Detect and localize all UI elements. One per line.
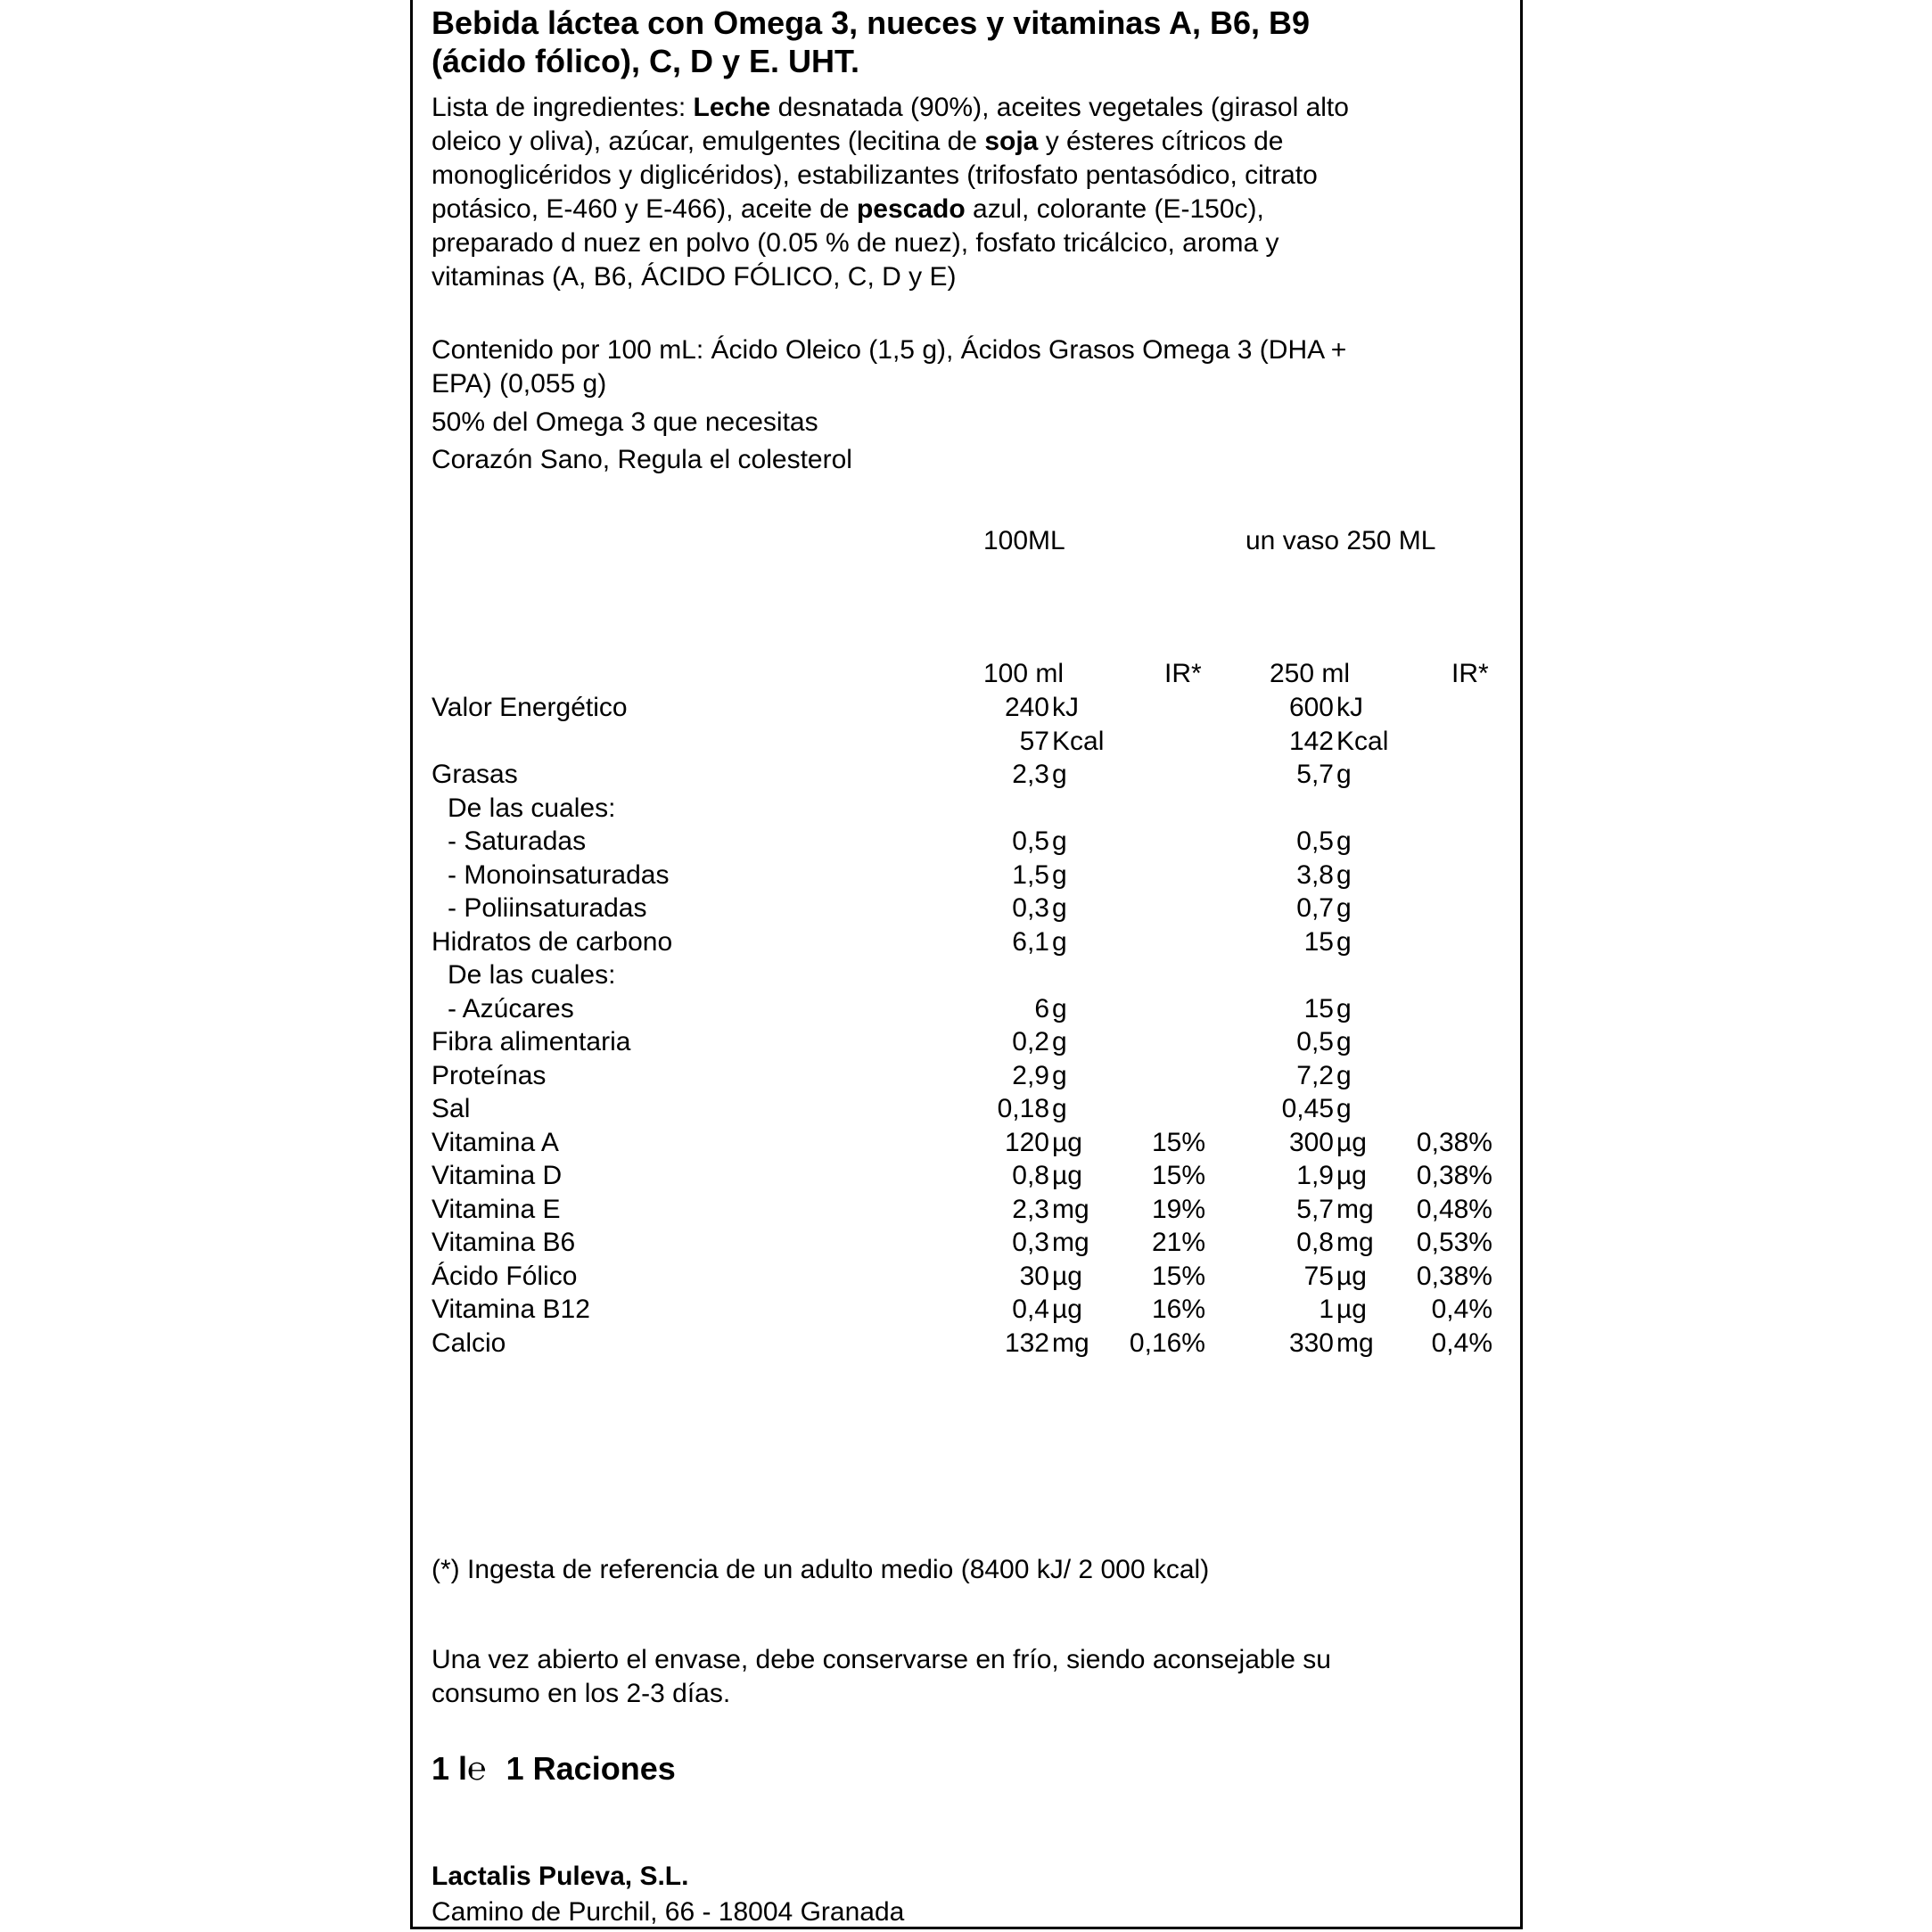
- allergen-text: Leche: [693, 93, 771, 122]
- company-name: Lactalis Puleva, S.L.: [432, 1862, 689, 1891]
- nutrition-row: [0, 1126, 1932, 1159]
- quantity-amount: 1 l: [432, 1750, 468, 1787]
- estimated-sign-icon: ℮: [467, 1750, 487, 1787]
- text: oleico y oliva), azúcar, emulgentes (lecitina de: [432, 127, 985, 156]
- nutrient-label: Vitamina D: [432, 1161, 563, 1190]
- unit-250ml: g: [1336, 1027, 1352, 1056]
- unit-100ml: g: [1052, 826, 1067, 856]
- nutrient-label: Proteínas: [432, 1060, 547, 1090]
- nutrient-label: Calcio: [432, 1328, 506, 1358]
- unit-250ml: µg: [1336, 1127, 1367, 1157]
- nutrient-label: De las cuales:: [448, 960, 616, 990]
- unit-100ml: g: [1052, 859, 1067, 890]
- value-250ml: 1,9: [1296, 1161, 1334, 1190]
- column-header-250ml: 250 ml: [1270, 659, 1351, 688]
- unit-100ml: mg: [1052, 1194, 1089, 1224]
- nutrition-row: [0, 992, 1932, 1025]
- nutrition-row: [0, 1159, 1932, 1192]
- value-100ml: 6: [1034, 993, 1049, 1024]
- nutrition-row: [0, 1092, 1932, 1125]
- ingredients-line: [432, 193, 1264, 226]
- value-250ml: 7,2: [1296, 1060, 1334, 1090]
- nutrient-label: Valor Energético: [432, 693, 628, 722]
- unit-100ml: mg: [1052, 1328, 1089, 1358]
- value-250ml: 0,8: [1296, 1228, 1334, 1257]
- unit-250ml: g: [1336, 760, 1352, 789]
- value-100ml: 2,3: [1012, 760, 1049, 789]
- nutrition-row: [0, 958, 1932, 991]
- allergen-text: pescado: [856, 194, 966, 224]
- serving-header-100: 100ML: [983, 526, 1065, 555]
- text: desnatada (90%), aceites vegetales (girasol alto: [770, 93, 1349, 122]
- value-250ml: 3,8: [1296, 859, 1334, 890]
- unit-250ml: g: [1336, 926, 1352, 957]
- value-100ml: 0,8: [1012, 1161, 1049, 1190]
- nutrition-row: [0, 1059, 1932, 1092]
- unit-250ml: mg: [1336, 1328, 1374, 1358]
- ir-100ml: 0,16%: [1129, 1328, 1205, 1358]
- heart-claim: Corazón Sano, Regula el colesterol: [432, 445, 852, 474]
- value-250ml: 5,7: [1296, 760, 1334, 789]
- ir-100ml: 15%: [1151, 1261, 1205, 1291]
- nutrient-label: Fibra alimentaria: [432, 1027, 631, 1056]
- value-250ml: 330: [1288, 1328, 1334, 1358]
- unit-250ml: g: [1336, 859, 1352, 890]
- unit-250ml: µg: [1336, 1161, 1367, 1190]
- text: y ésteres cítricos de: [1038, 127, 1284, 156]
- value-250ml: 15: [1303, 993, 1334, 1024]
- nutrition-row: [0, 1025, 1932, 1058]
- value-250ml: 1: [1319, 1295, 1334, 1324]
- unit-250ml: µg: [1336, 1261, 1367, 1291]
- value-100ml: 0,2: [1012, 1027, 1049, 1056]
- nutrition-row: [0, 925, 1932, 958]
- unit-100ml: Kcal: [1052, 726, 1105, 756]
- value-100ml: 57: [1019, 726, 1049, 756]
- storage-line2: consumo en los 2-3 días.: [432, 1679, 731, 1708]
- product-title-line2: (ácido fólico), C, D y E. UHT.: [432, 43, 860, 79]
- ingredients-line: vitaminas (A, B6, ÁCIDO FÓLICO, C, D y E): [432, 262, 957, 292]
- value-250ml: 300: [1288, 1127, 1334, 1157]
- unit-100ml: g: [1052, 1027, 1067, 1056]
- unit-100ml: µg: [1052, 1161, 1082, 1190]
- nutrition-row: [0, 1260, 1932, 1293]
- value-250ml: 5,7: [1296, 1194, 1334, 1224]
- value-100ml: 2,3: [1012, 1194, 1049, 1224]
- ingredients-line: [432, 125, 1283, 159]
- unit-100ml: g: [1052, 926, 1067, 957]
- value-100ml: 1,5: [1012, 859, 1049, 890]
- value-100ml: 120: [1004, 1127, 1049, 1157]
- company-address: Camino de Purchil, 66 - 18004 Granada: [432, 1897, 905, 1927]
- unit-100ml: g: [1052, 1060, 1067, 1090]
- ingredients-line: [432, 91, 1349, 125]
- unit-100ml: µg: [1052, 1295, 1082, 1324]
- ingredients-line: monoglicéridos y diglicéridos), estabilizantes (trifosfato pentasódico, citrato: [432, 160, 1318, 190]
- nutrition-row: [0, 691, 1932, 724]
- portions-text: 1 Raciones: [506, 1750, 676, 1787]
- value-250ml: 75: [1303, 1261, 1334, 1291]
- value-100ml: 240: [1004, 693, 1049, 722]
- serving-header-250: un vaso 250 ML: [1246, 526, 1436, 555]
- nutrition-row: [0, 1327, 1932, 1360]
- column-header-ir: IR*: [1164, 659, 1202, 688]
- product-title-line1: Bebida láctea con Omega 3, nueces y vitaminas A, B6, B9: [432, 4, 1311, 41]
- unit-250ml: mg: [1336, 1194, 1374, 1224]
- ingredients-line: preparado d nuez en polvo (0.05 % de nuez), fosfato tricálcico, aroma y: [432, 228, 1279, 258]
- unit-100ml: µg: [1052, 1261, 1082, 1291]
- nutrient-label: Vitamina E: [432, 1194, 561, 1224]
- unit-250ml: kJ: [1336, 693, 1363, 722]
- value-100ml: 30: [1019, 1261, 1049, 1291]
- footnote: (*) Ingesta de referencia de un adulto medio (8400 kJ/ 2 000 kcal): [432, 1555, 1210, 1584]
- nutrient-label: Grasas: [432, 760, 518, 789]
- value-250ml: 142: [1288, 726, 1334, 756]
- value-100ml: 0,3: [1012, 893, 1049, 923]
- ir-100ml: 19%: [1151, 1194, 1205, 1224]
- nutrient-label: - Saturadas: [448, 826, 587, 856]
- nutrient-label: Ácido Fólico: [432, 1261, 578, 1291]
- value-100ml: 2,9: [1012, 1060, 1049, 1090]
- unit-250ml: g: [1336, 1094, 1352, 1123]
- ir-100ml: 15%: [1151, 1161, 1205, 1190]
- unit-250ml: g: [1336, 1060, 1352, 1090]
- allergen-text: soja: [984, 127, 1039, 156]
- content-claim-line1: Contenido por 100 mL: Ácido Oleico (1,5 g), Ácidos Grasos Omega 3 (DHA +: [432, 335, 1347, 365]
- unit-100ml: g: [1052, 893, 1067, 923]
- nutrition-row: [0, 1226, 1932, 1259]
- text: potásico, E-460 y E-466), aceite de: [432, 194, 857, 224]
- storage-line1: Una vez abierto el envase, debe conservarse en frío, siendo aconsejable su: [432, 1645, 1331, 1674]
- nutrition-row: [0, 1293, 1932, 1326]
- ir-250ml: 0,48%: [1416, 1194, 1492, 1224]
- nutrient-label: Vitamina B6: [432, 1228, 576, 1257]
- unit-250ml: g: [1336, 993, 1352, 1024]
- unit-250ml: g: [1336, 893, 1352, 923]
- value-250ml: 15: [1303, 926, 1334, 957]
- ir-100ml: 15%: [1151, 1127, 1205, 1157]
- nutrient-label: Sal: [432, 1094, 471, 1123]
- net-quantity: [432, 1749, 676, 1788]
- nutrition-row: [0, 892, 1932, 925]
- ir-250ml: 0,53%: [1416, 1228, 1492, 1257]
- unit-250ml: mg: [1336, 1228, 1374, 1257]
- ir-250ml: 0,4%: [1431, 1295, 1492, 1324]
- value-100ml: 0,18: [997, 1094, 1049, 1123]
- unit-100ml: kJ: [1052, 693, 1079, 722]
- ir-250ml: 0,4%: [1431, 1328, 1492, 1358]
- ir-250ml: 0,38%: [1416, 1161, 1492, 1190]
- unit-100ml: g: [1052, 993, 1067, 1024]
- text: Lista de ingredientes:: [432, 93, 694, 122]
- nutrition-row: [0, 758, 1932, 791]
- value-100ml: 132: [1004, 1328, 1049, 1358]
- value-100ml: 6,1: [1012, 926, 1049, 957]
- nutrient-label: Vitamina A: [432, 1127, 559, 1157]
- ir-250ml: 0,38%: [1416, 1127, 1492, 1157]
- unit-100ml: g: [1052, 1094, 1067, 1123]
- unit-250ml: Kcal: [1336, 726, 1389, 756]
- unit-250ml: g: [1336, 826, 1352, 856]
- value-100ml: 0,5: [1012, 826, 1049, 856]
- unit-250ml: µg: [1336, 1295, 1367, 1324]
- omega-claim: 50% del Omega 3 que necesitas: [432, 407, 818, 437]
- nutrition-row: [0, 1193, 1932, 1226]
- nutrition-row: [0, 725, 1932, 758]
- nutrition-row: [0, 859, 1932, 892]
- nutrient-label: Vitamina B12: [432, 1295, 590, 1324]
- ir-100ml: 21%: [1151, 1228, 1205, 1257]
- nutrient-label: De las cuales:: [448, 793, 616, 823]
- value-100ml: 0,4: [1012, 1295, 1049, 1324]
- nutrient-label: - Monoinsaturadas: [448, 859, 670, 890]
- ir-250ml: 0,38%: [1416, 1261, 1492, 1291]
- nutrient-label: Hidratos de carbono: [432, 926, 673, 957]
- value-250ml: 0,7: [1296, 893, 1334, 923]
- nutrition-row: [0, 825, 1932, 858]
- text: azul, colorante (E-150c),: [965, 194, 1264, 224]
- nutrient-label: - Poliinsaturadas: [448, 893, 647, 923]
- value-250ml: 0,45: [1281, 1094, 1334, 1123]
- unit-100ml: mg: [1052, 1228, 1089, 1257]
- value-250ml: 600: [1288, 693, 1334, 722]
- column-header-ir: IR*: [1451, 659, 1489, 688]
- unit-100ml: g: [1052, 760, 1067, 789]
- unit-100ml: µg: [1052, 1127, 1082, 1157]
- nutrition-row: [0, 792, 1932, 825]
- content-claim-line2: EPA) (0,055 g): [432, 369, 607, 399]
- value-250ml: 0,5: [1296, 1027, 1334, 1056]
- ir-100ml: 16%: [1151, 1295, 1205, 1324]
- value-250ml: 0,5: [1296, 826, 1334, 856]
- column-header-100ml: 100 ml: [983, 659, 1065, 688]
- nutrient-label: - Azúcares: [448, 993, 574, 1024]
- value-100ml: 0,3: [1012, 1228, 1049, 1257]
